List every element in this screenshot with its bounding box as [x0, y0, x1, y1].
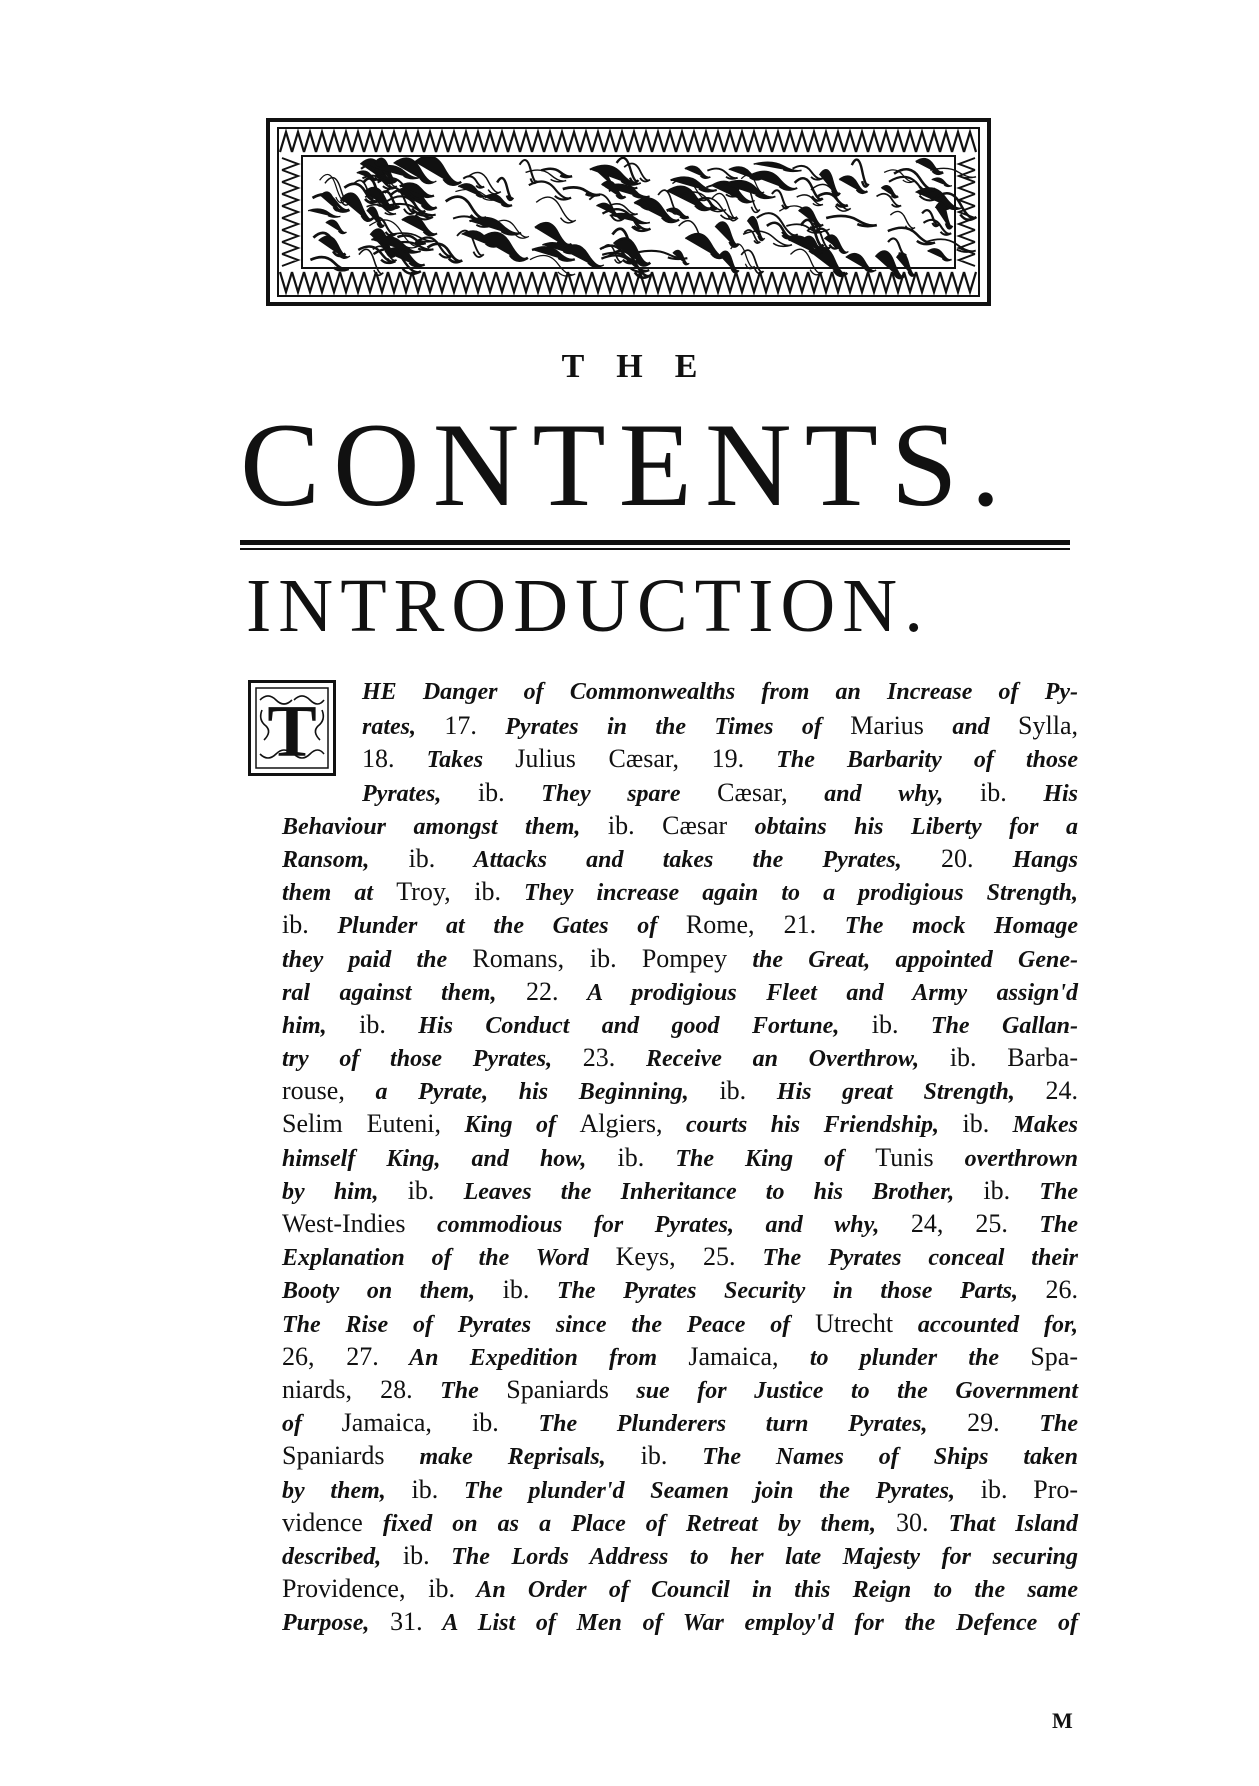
contents-line	[282, 1539, 1078, 1572]
roman-text: ib.	[402, 1540, 430, 1570]
italic-text: and	[923, 714, 1019, 741]
italic-text: Plunder at the Gates of	[308, 913, 686, 940]
roman-text: Tunis	[875, 1142, 934, 1172]
italic-text: rates,	[362, 714, 445, 741]
contents-line	[282, 1207, 1078, 1240]
contents-text	[282, 676, 1078, 1638]
roman-text: ib.	[407, 1175, 435, 1205]
contents-line	[282, 1373, 1078, 1406]
italic-text: The Plunderers turn Pyrates,	[498, 1411, 968, 1438]
roman-text: ib.	[962, 1109, 990, 1139]
italic-text: A List of Men of War employ'd for the Defence of	[422, 1610, 1078, 1637]
italic-text: them at	[282, 880, 397, 907]
italic-text: The Lords Address to her late Majesty for securing	[429, 1543, 1078, 1570]
roman-text: Troy, ib.	[396, 877, 501, 907]
roman-text: 30.	[896, 1507, 929, 1537]
contents-line	[282, 1307, 1078, 1340]
contents-line	[282, 1141, 1078, 1174]
roman-text: Utrecht	[815, 1308, 894, 1338]
italic-text: The King of	[644, 1145, 876, 1172]
italic-text: The mock Homage	[816, 913, 1079, 940]
roman-text: Marius	[850, 711, 924, 741]
roman-text: Selim Euteni,	[282, 1109, 442, 1139]
contents-line	[282, 1041, 1078, 1074]
roman-text: 22.	[525, 976, 559, 1006]
roman-text: Rome, 21.	[685, 910, 817, 940]
section-heading: INTRODUCTION.	[246, 564, 931, 648]
contents-line	[282, 709, 1078, 742]
contents-line	[282, 875, 1078, 908]
contents-line	[282, 776, 1078, 809]
italic-text: Behaviour amongst them,	[282, 813, 608, 840]
roman-text: 29.	[967, 1408, 1000, 1438]
italic-text: ral against them,	[282, 979, 526, 1006]
italic-text: fixed on as a Place of Retreat by them,	[362, 1510, 897, 1537]
italic-text: courts his Friendship,	[662, 1112, 963, 1139]
italic-text: make Reprisals,	[384, 1444, 641, 1471]
roman-text: ib.	[949, 1043, 977, 1073]
italic-text: Receive an Overthrow,	[615, 1046, 950, 1073]
italic-text: They spare	[504, 780, 718, 807]
contents-line	[282, 1107, 1078, 1140]
contents-line	[282, 1240, 1078, 1273]
divider-rule-thin	[240, 548, 1070, 550]
italic-text: himself King, and how,	[282, 1145, 618, 1172]
roman-text: ib.	[617, 1142, 645, 1172]
roman-text: 24, 25.	[910, 1209, 1008, 1238]
headpiece-ornament-icon	[266, 118, 991, 306]
italic-text: King of	[441, 1112, 580, 1139]
roman-text: ib.	[607, 810, 635, 840]
roman-text: 17.	[444, 711, 477, 741]
italic-text: The Barbarity of those	[744, 747, 1078, 774]
roman-text: Spa-	[1030, 1341, 1078, 1371]
italic-text: An Order of Council in this Reign to the same	[454, 1577, 1079, 1604]
roman-text: Jamaica,	[688, 1341, 779, 1371]
page-title: CONTENTS.	[240, 398, 1014, 531]
contents-line	[282, 1406, 1078, 1439]
roman-text: Jamaica, ib.	[341, 1408, 499, 1438]
contents-line	[282, 1605, 1078, 1638]
roman-text: ib.	[502, 1275, 530, 1305]
roman-text: 20.	[940, 843, 974, 873]
roman-text: rouse,	[282, 1076, 345, 1106]
italic-text	[617, 947, 642, 973]
roman-text: ib.	[408, 843, 436, 873]
italic-text: sue for Justice to the Government	[608, 1377, 1078, 1404]
contents-line	[282, 975, 1078, 1008]
roman-text: 18.	[362, 744, 395, 774]
italic-text: by him,	[282, 1178, 408, 1205]
italic-text: of	[282, 1411, 342, 1438]
contents-line	[282, 1473, 1078, 1506]
italic-text: Pyrates,	[362, 780, 478, 807]
italic-text: That Island	[928, 1510, 1078, 1537]
roman-text: Spaniards	[282, 1441, 385, 1471]
italic-text: a Pyrate, his Beginning,	[344, 1079, 720, 1106]
italic-text: Booty on them,	[282, 1278, 503, 1305]
italic-text: commodious for Pyrates, and why,	[405, 1212, 911, 1238]
roman-text: Julius Cæsar, 19.	[515, 744, 745, 774]
italic-text: Leaves the Inheritance to his Brother,	[434, 1178, 984, 1205]
contents-line	[282, 1439, 1078, 1472]
roman-text: 26, 27.	[282, 1341, 379, 1371]
roman-text: Barba-	[1007, 1043, 1079, 1073]
italic-text: overthrown	[933, 1145, 1078, 1172]
italic-text: described,	[282, 1543, 403, 1570]
italic-text: obtains his Liberty for a	[727, 813, 1079, 840]
roman-text: ib.	[411, 1474, 439, 1504]
roman-text: Algiers,	[579, 1109, 663, 1139]
roman-text: ib.	[980, 1474, 1008, 1504]
italic-text: Takes	[394, 747, 516, 774]
roman-text: ib.	[359, 1009, 386, 1039]
roman-text: Sylla,	[1018, 711, 1078, 741]
roman-text: Cæsar,	[717, 777, 788, 807]
contents-line	[282, 1174, 1078, 1207]
italic-text: and why,	[787, 780, 980, 807]
roman-text: ib.	[282, 910, 309, 940]
roman-text: Cæsar	[662, 810, 728, 840]
italic-text: An Expedition from	[378, 1344, 689, 1371]
contents-line	[282, 676, 1078, 709]
italic-text: HE Danger of Commonwealths from an Increase of Py-	[362, 679, 1078, 705]
italic-text: accounted for,	[893, 1311, 1078, 1338]
italic-text: His	[1006, 780, 1078, 807]
italic-text: Hangs	[973, 846, 1078, 873]
italic-text: A prodigious Fleet and Army assign'd	[558, 979, 1078, 1006]
contents-line	[282, 1074, 1078, 1107]
roman-text: ib.	[640, 1441, 668, 1471]
italic-text: The Gallan-	[898, 1012, 1079, 1039]
contents-line	[282, 842, 1078, 875]
italic-text: him,	[282, 1012, 360, 1039]
italic-text: The	[1007, 1212, 1078, 1238]
roman-text: vidence	[282, 1507, 363, 1537]
italic-text: The Pyrates Security in those Parts,	[529, 1278, 1046, 1305]
italic-text: They increase again to a prodigious Strength,	[500, 880, 1078, 907]
roman-text: 26.	[1045, 1275, 1078, 1305]
italic-text: The Pyrates conceal their	[735, 1245, 1078, 1272]
roman-text: West-Indies	[282, 1209, 406, 1238]
roman-text: niards, 28.	[282, 1374, 413, 1404]
italic-text: Explanation of the Word	[282, 1245, 616, 1272]
italic-text: the Great, appointed Gene-	[727, 946, 1079, 973]
signature-mark: M	[1052, 1708, 1071, 1733]
italic-text	[635, 814, 663, 840]
italic-text: His great Strength,	[746, 1079, 1046, 1106]
italic-text: The	[1010, 1178, 1078, 1205]
italic-text: by them,	[282, 1477, 412, 1504]
italic-text: The	[412, 1377, 507, 1404]
italic-text: Ransom,	[282, 846, 409, 873]
contents-line	[282, 942, 1078, 975]
roman-text: 31.	[390, 1607, 423, 1637]
italic-text: Purpose,	[282, 1610, 391, 1637]
italic-text: Makes	[989, 1112, 1079, 1139]
page-kicker: THE	[561, 348, 730, 385]
roman-text: Pompey	[641, 943, 728, 973]
contents-line	[282, 1506, 1078, 1539]
contents-line	[282, 908, 1078, 941]
roman-text: ib.	[871, 1009, 899, 1039]
drop-cap-letter: T	[267, 691, 317, 773]
italic-text: The	[999, 1411, 1078, 1438]
contents-line	[282, 809, 1078, 842]
italic-text: Attacks and takes the Pyrates,	[435, 846, 941, 873]
roman-text: Romans, ib.	[472, 943, 617, 973]
italic-text: they paid the	[282, 946, 473, 973]
italic-text: The Names of Ships taken	[667, 1444, 1079, 1471]
roman-text: ib.	[979, 777, 1007, 807]
roman-text: 24.	[1045, 1076, 1078, 1106]
divider-rule	[240, 540, 1070, 545]
italic-text: The plunder'd Seamen join the Pyrates,	[438, 1477, 981, 1504]
contents-line	[282, 742, 1078, 775]
contents-line	[282, 1340, 1078, 1373]
italic-text	[1007, 1478, 1033, 1504]
roman-text: Providence, ib.	[282, 1574, 455, 1604]
italic-text: try of those Pyrates,	[282, 1046, 583, 1073]
roman-text: ib.	[983, 1175, 1011, 1205]
italic-text: Pyrates in the Times of	[476, 714, 851, 741]
italic-text: The Rise of Pyrates since the Peace of	[282, 1311, 816, 1338]
roman-text: Keys, 25.	[615, 1242, 736, 1272]
contents-line	[282, 1572, 1078, 1605]
italic-text: His Conduct and good Fortune,	[385, 1012, 872, 1039]
contents-line	[282, 1273, 1078, 1306]
roman-text: Pro-	[1033, 1474, 1079, 1504]
italic-text: to plunder the	[778, 1344, 1031, 1371]
roman-text: 23.	[582, 1043, 616, 1073]
roman-text: ib.	[719, 1076, 747, 1106]
roman-text: ib.	[477, 777, 505, 807]
contents-line	[282, 1008, 1078, 1041]
roman-text: Spaniards	[506, 1374, 609, 1404]
italic-text	[977, 1046, 1008, 1072]
